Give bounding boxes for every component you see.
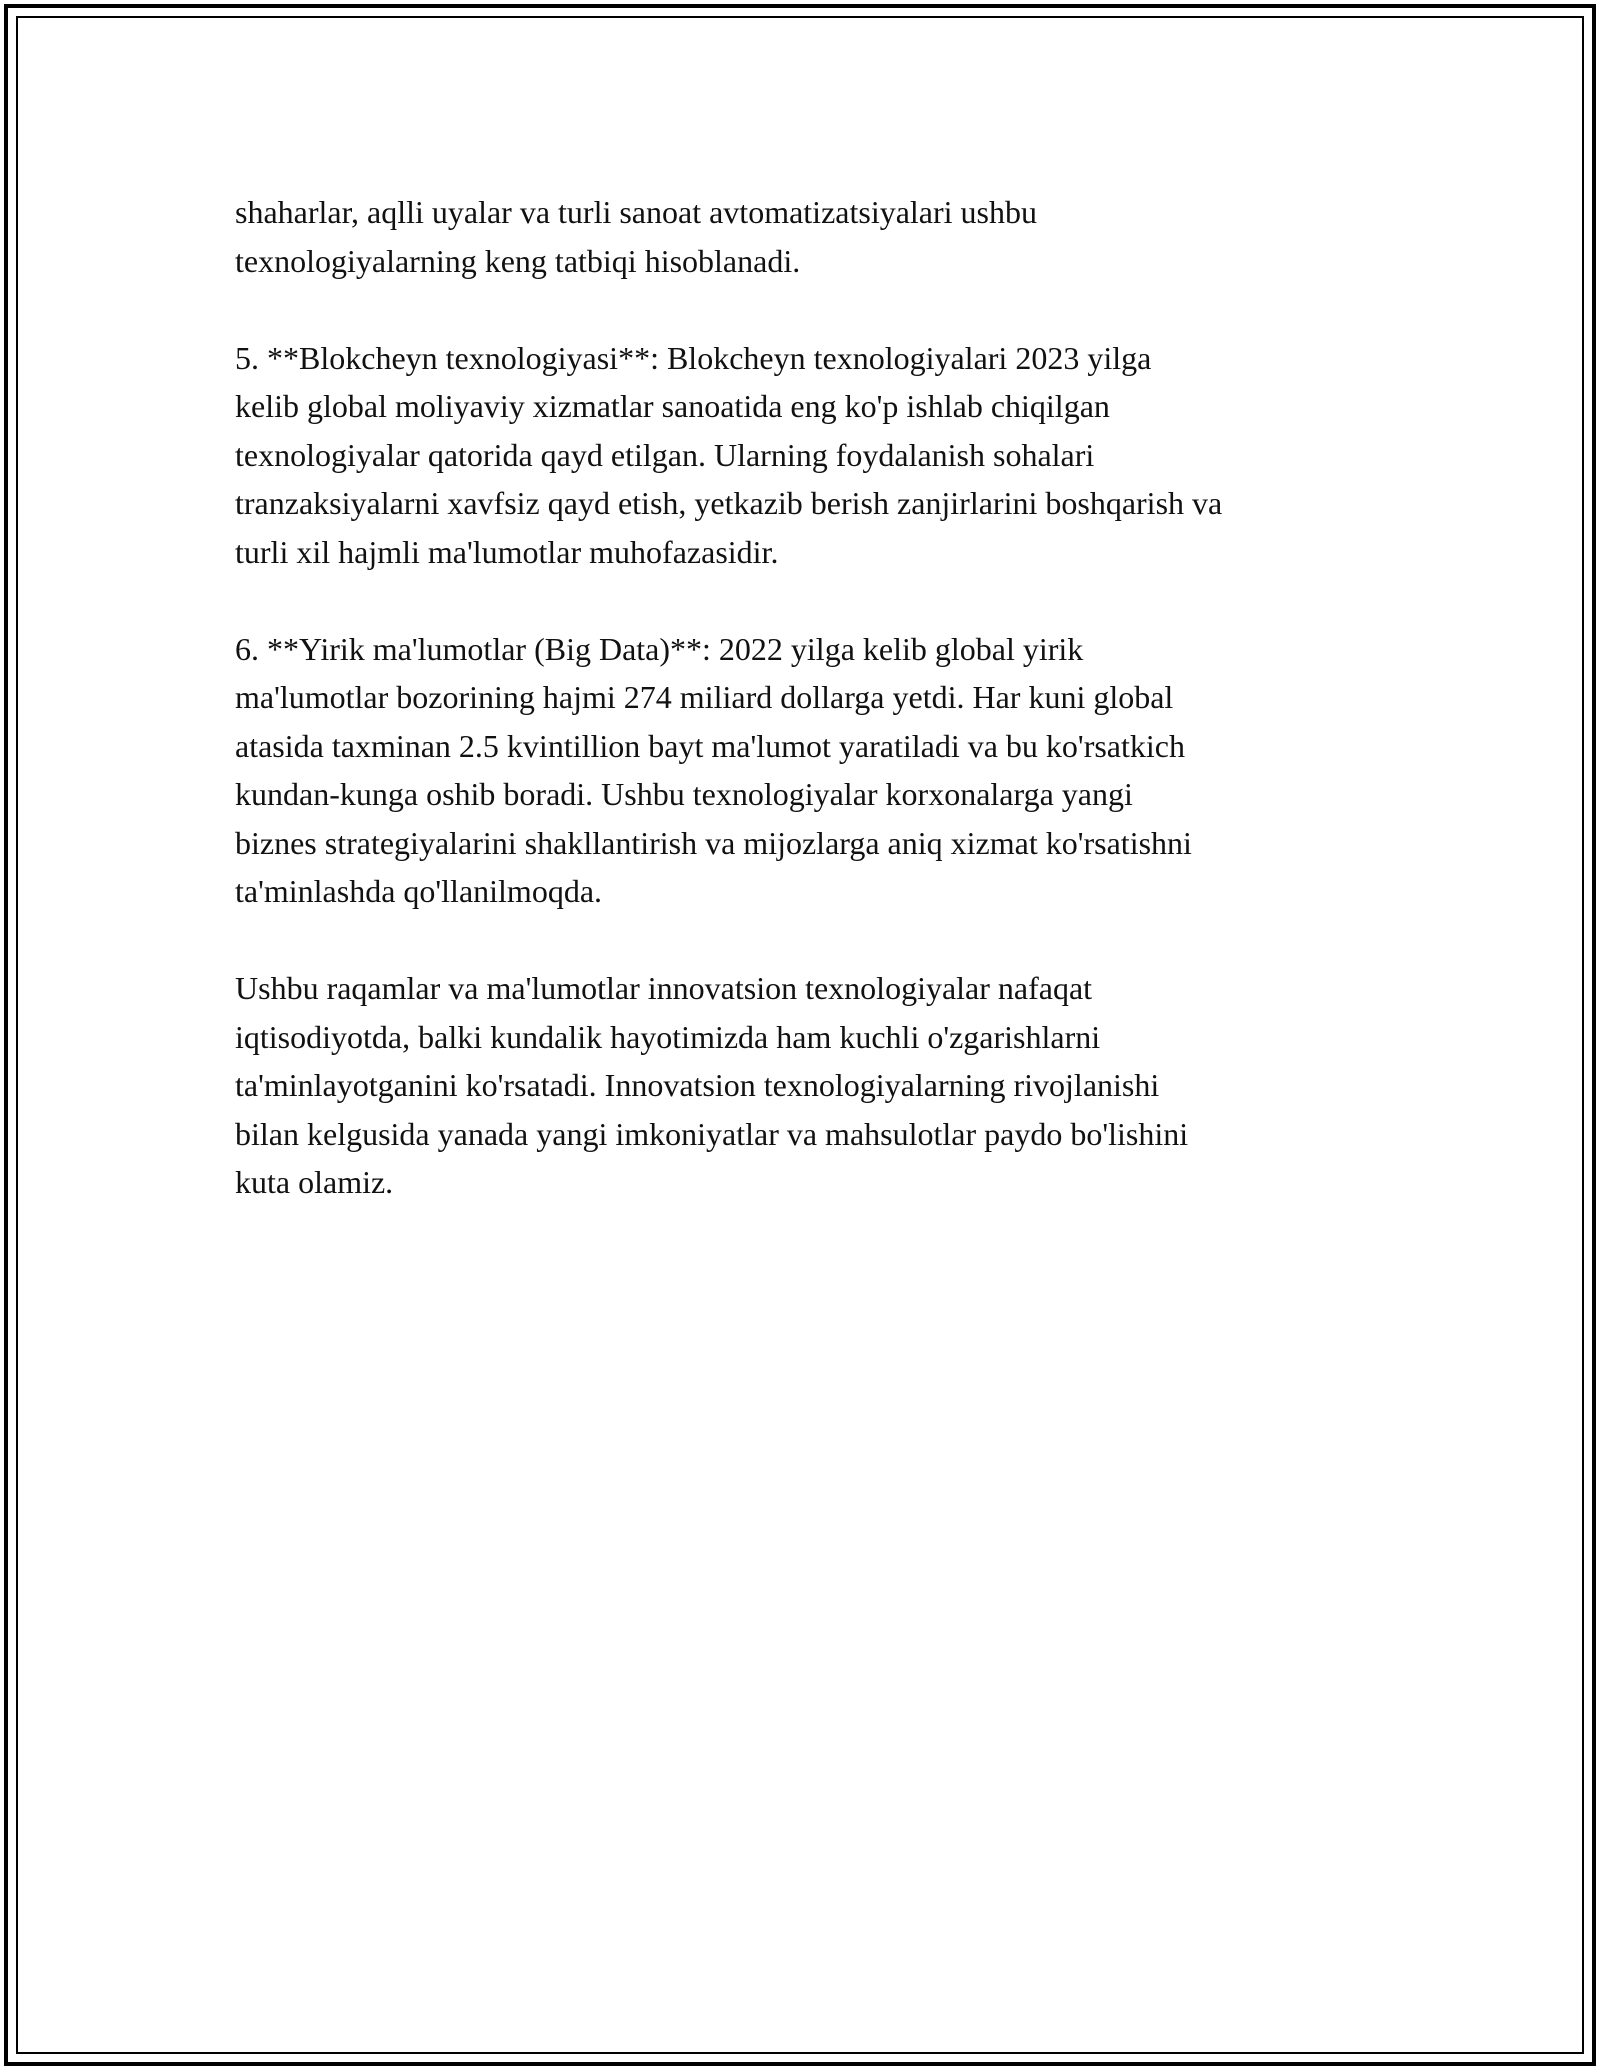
paragraph-gap <box>235 916 1395 965</box>
paragraph-gap <box>235 285 1395 334</box>
text-line: shaharlar, aqlli uyalar va turli sanoat avtomatizatsiyalari ushbu <box>235 194 1037 230</box>
paragraph-blockchain <box>235 334 1395 577</box>
text-line: Ushbu raqamlar va ma'lumotlar innovatsion texnologiyalar nafaqat <box>235 970 1093 1006</box>
text-line: 6. **Yirik ma'lumotlar (Big Data)**: 2022 yilga kelib global yirik <box>235 630 1084 667</box>
text-line: tranzaksiyalarni xavfsiz qayd etish, yetkazib berish zanjirlarini boshqarish va <box>235 485 1223 521</box>
text-line: ta'minlashda qo'llanilmoqda. <box>235 873 603 909</box>
text-line: texnologiyalar qatorida qayd etilgan. Ularning foydalanish sohalari <box>235 436 1095 473</box>
text-line: kuta olamiz. <box>235 1164 394 1200</box>
text-line: ta'minlayotganini ko'rsatadi. Innovatsion texnologiyalarning rivojlanishi <box>235 1067 1160 1103</box>
paragraph-conclusion <box>235 964 1395 1207</box>
text-line: turli xil hajmli ma'lumotlar muhofazasidir. <box>235 533 779 570</box>
text-line: kundan-kunga oshib boradi. Ushbu texnologiyalar korxonalarga yangi <box>235 776 1133 812</box>
text-line: texnologiyalarning keng tatbiqi hisoblanadi. <box>235 242 801 279</box>
text-line: bilan kelgusida yanada yangi imkoniyatlar va mahsulotlar paydo bo'lishini <box>235 1115 1189 1152</box>
text-line: 5. **Blokcheyn texnologiyasi**: Blokcheyn texnologiyalari 2023 yilga <box>235 339 1152 376</box>
paragraph-intro-tail <box>235 188 1395 285</box>
text-line: atasida taxminan 2.5 kvintillion bayt ma'lumot yaratiladi va bu ko'rsatkich <box>235 727 1185 764</box>
text-line: ma'lumotlar bozorining hajmi 274 miliard dollarga yetdi. Har kuni global <box>235 679 1174 715</box>
paragraph-gap <box>235 576 1395 625</box>
paragraph-big-data <box>235 625 1395 916</box>
text-line: iqtisodiyotda, balki kundalik hayotimizda ham kuchli o'zgarishlarni <box>235 1018 1101 1055</box>
text-line: biznes strategiyalarini shakllantirish va mijozlarga aniq xizmat ko'rsatishni <box>235 824 1192 861</box>
document-body <box>235 188 1395 1207</box>
text-line: kelib global moliyaviy xizmatlar sanoatida eng ko'p ishlab chiqilgan <box>235 388 1110 424</box>
